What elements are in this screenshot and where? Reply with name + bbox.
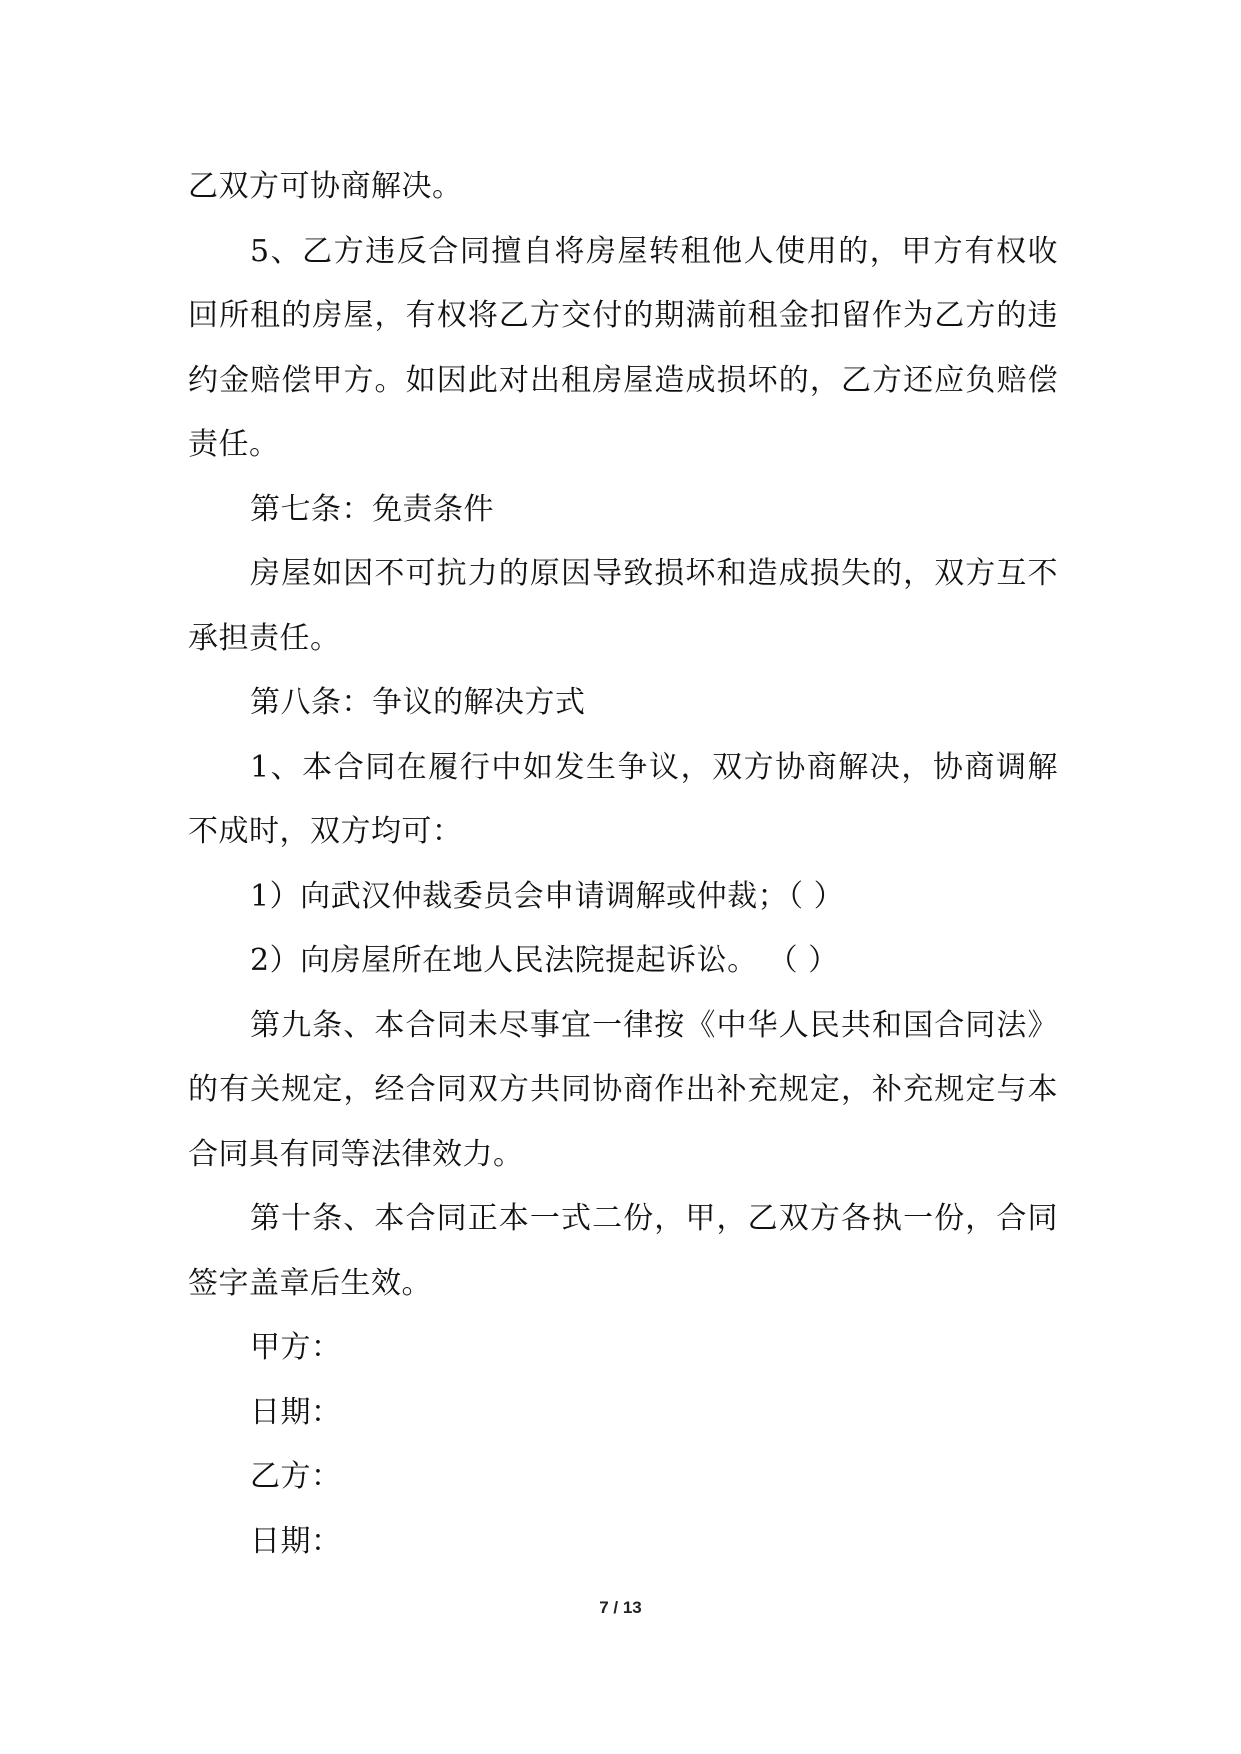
paragraph-option-arbitration: 1）向武汉仲裁委员会申请调解或仲裁；（ ）	[250, 878, 845, 914]
signature-party-a: 甲方：	[250, 1330, 342, 1365]
paragraph-clause-5: 5、乙方违反合同擅自将房屋转租他人使用的，甲方有权收回所租的房屋，有权将乙方交付的期满前租金扣留作为乙方的违约金赔偿甲方。如因此对出租房屋造成损坏的，乙方还应负赔偿责任。	[188, 233, 1058, 462]
document-body	[188, 155, 1058, 1574]
paragraph-option-litigation: 2）向房屋所在地人民法院提起诉讼。 （ ）	[250, 943, 839, 978]
paragraph-dispute-1: 1、本合同在履行中如发生争议，双方协商解决，协商调解不成时，双方均可：	[188, 749, 1058, 849]
paragraph-continuation: 乙双方可协商解决。	[188, 169, 463, 204]
page-number: 7 / 13	[599, 1598, 642, 1617]
heading-article-8: 第八条：争议的解决方式	[250, 685, 586, 720]
paragraph-article-10: 第十条、本合同正本一式二份，甲，乙双方各执一份，合同签字盖章后生效。	[188, 1201, 1058, 1301]
signature-date-a: 日期：	[250, 1394, 342, 1430]
heading-article-7: 第七条：免责条件	[250, 491, 494, 527]
paragraph-article-9: 第九条、本合同未尽事宜一律按《中华人民共和国合同法》的有关规定，经合同双方共同协商作出补充规定，补充规定与本合同具有同等法律效力。	[188, 1007, 1058, 1172]
signature-date-b: 日期：	[250, 1523, 342, 1559]
paragraph-force-majeure: 房屋如因不可抗力的原因导致损坏和造成损失的，双方互不承担责任。	[188, 556, 1058, 656]
signature-party-b: 乙方：	[250, 1459, 342, 1494]
